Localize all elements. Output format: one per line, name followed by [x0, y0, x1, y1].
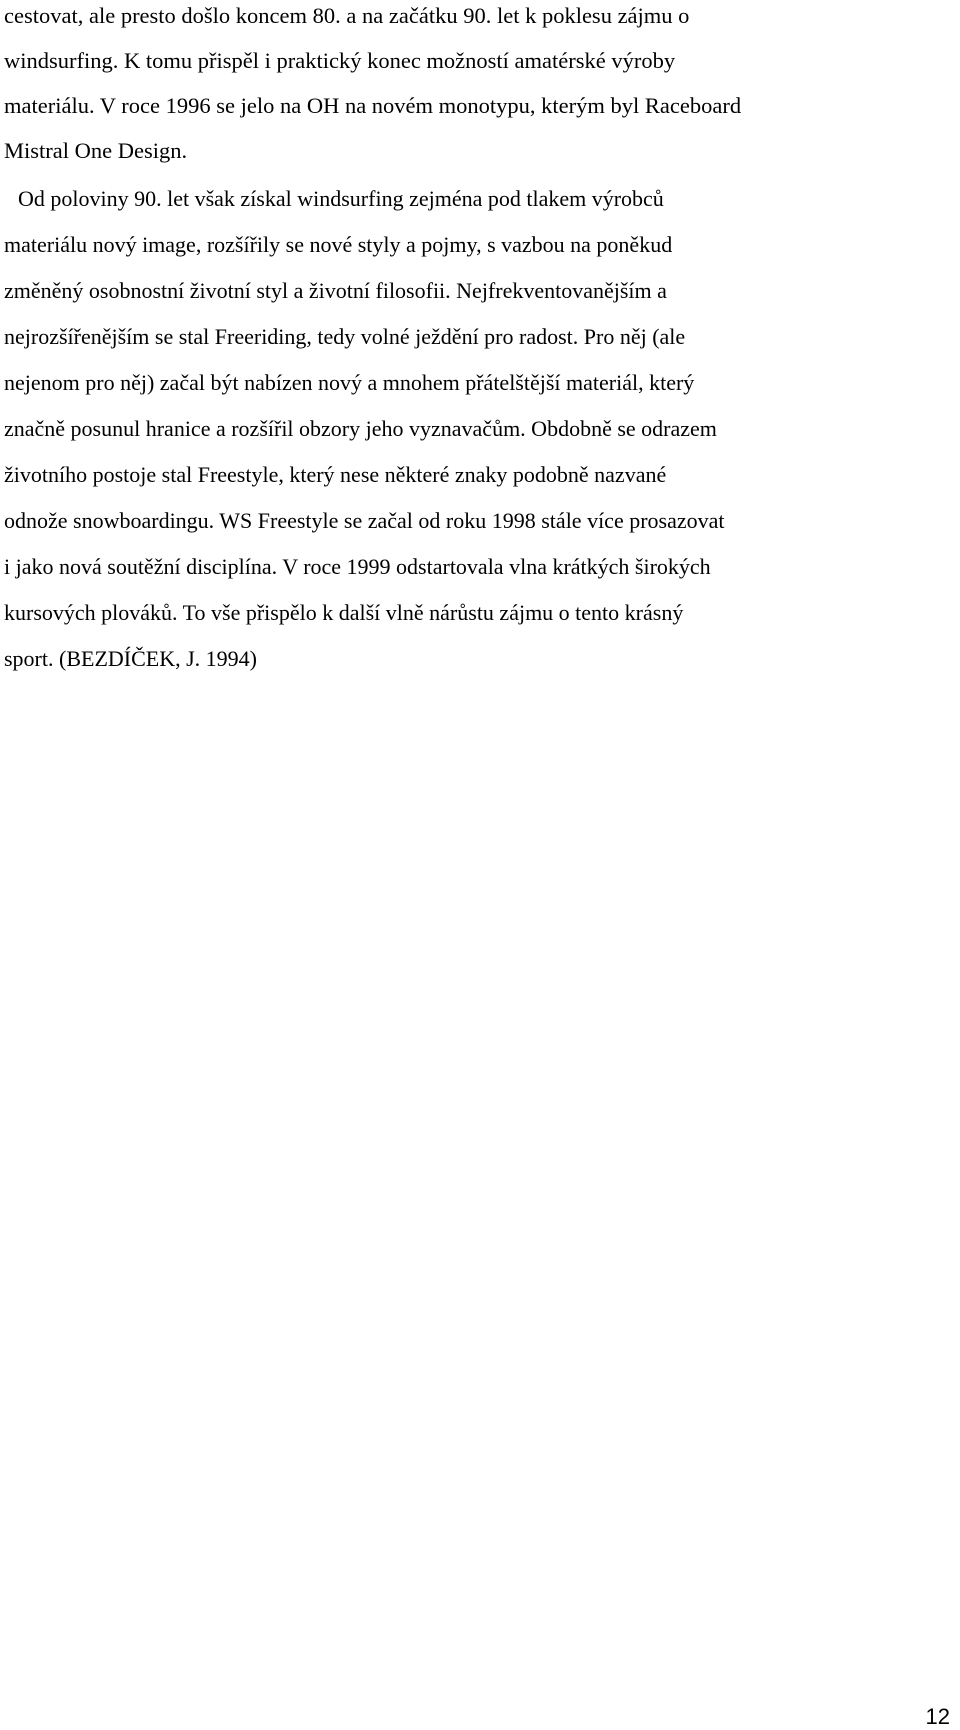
paragraph-line: cestovat, ale presto došlo koncem 80. a na začátku 90. let k poklesu zájmu o	[4, 3, 690, 28]
paragraph-line: životního postoje stal Freestyle, který nese některé znaky podobně nazvané	[4, 462, 667, 487]
paragraph-line: nejenom pro něj) začal být nabízen nový a mnohem přátelštější materiál, který	[4, 370, 695, 395]
paragraph-line: značně posunul hranice a rozšířil obzory jeho vyznavačům. Obdobně se odrazem	[4, 416, 717, 441]
paragraph-line: nejrozšířenějším se stal Freeriding, tedy volné ježdění pro radost. Pro něj (ale	[4, 324, 686, 349]
paragraph-line: materiálu nový image, rozšířily se nové styly a pojmy, s vazbou na poněkud	[4, 232, 673, 257]
paragraph-line: i jako nová soutěžní disciplína. V roce 1999 odstartovala vlna krátkých širokých	[4, 554, 711, 579]
paragraph-1	[4, 0, 954, 173]
paragraph-line: kursových plováků. To vše přispělo k další vlně nárůstu zájmu o tento krásný	[4, 600, 684, 625]
paragraph-line: odnože snowboardingu. WS Freestyle se začal od roku 1998 stále více prosazovat	[4, 508, 725, 533]
paragraph-line: změněný osobnostní životní styl a životní filosofii. Nejfrekventovanějším a	[4, 278, 667, 303]
paragraph-line: windsurfing. K tomu přispěl i praktický konec možností amatérské výroby	[4, 48, 676, 73]
paragraph-line: Mistral One Design.	[4, 138, 188, 163]
paragraph-line: Od poloviny 90. let však získal windsurfing zejména pod tlakem výrobců	[18, 186, 664, 211]
paragraph-line: materiálu. V roce 1996 se jelo na OH na novém monotypu, kterým byl Raceboard	[4, 93, 742, 118]
page-number: 12	[925, 1704, 950, 1729]
paragraph-2	[4, 176, 954, 682]
paragraph-line: sport. (BEZDÍČEK, J. 1994)	[4, 646, 257, 671]
